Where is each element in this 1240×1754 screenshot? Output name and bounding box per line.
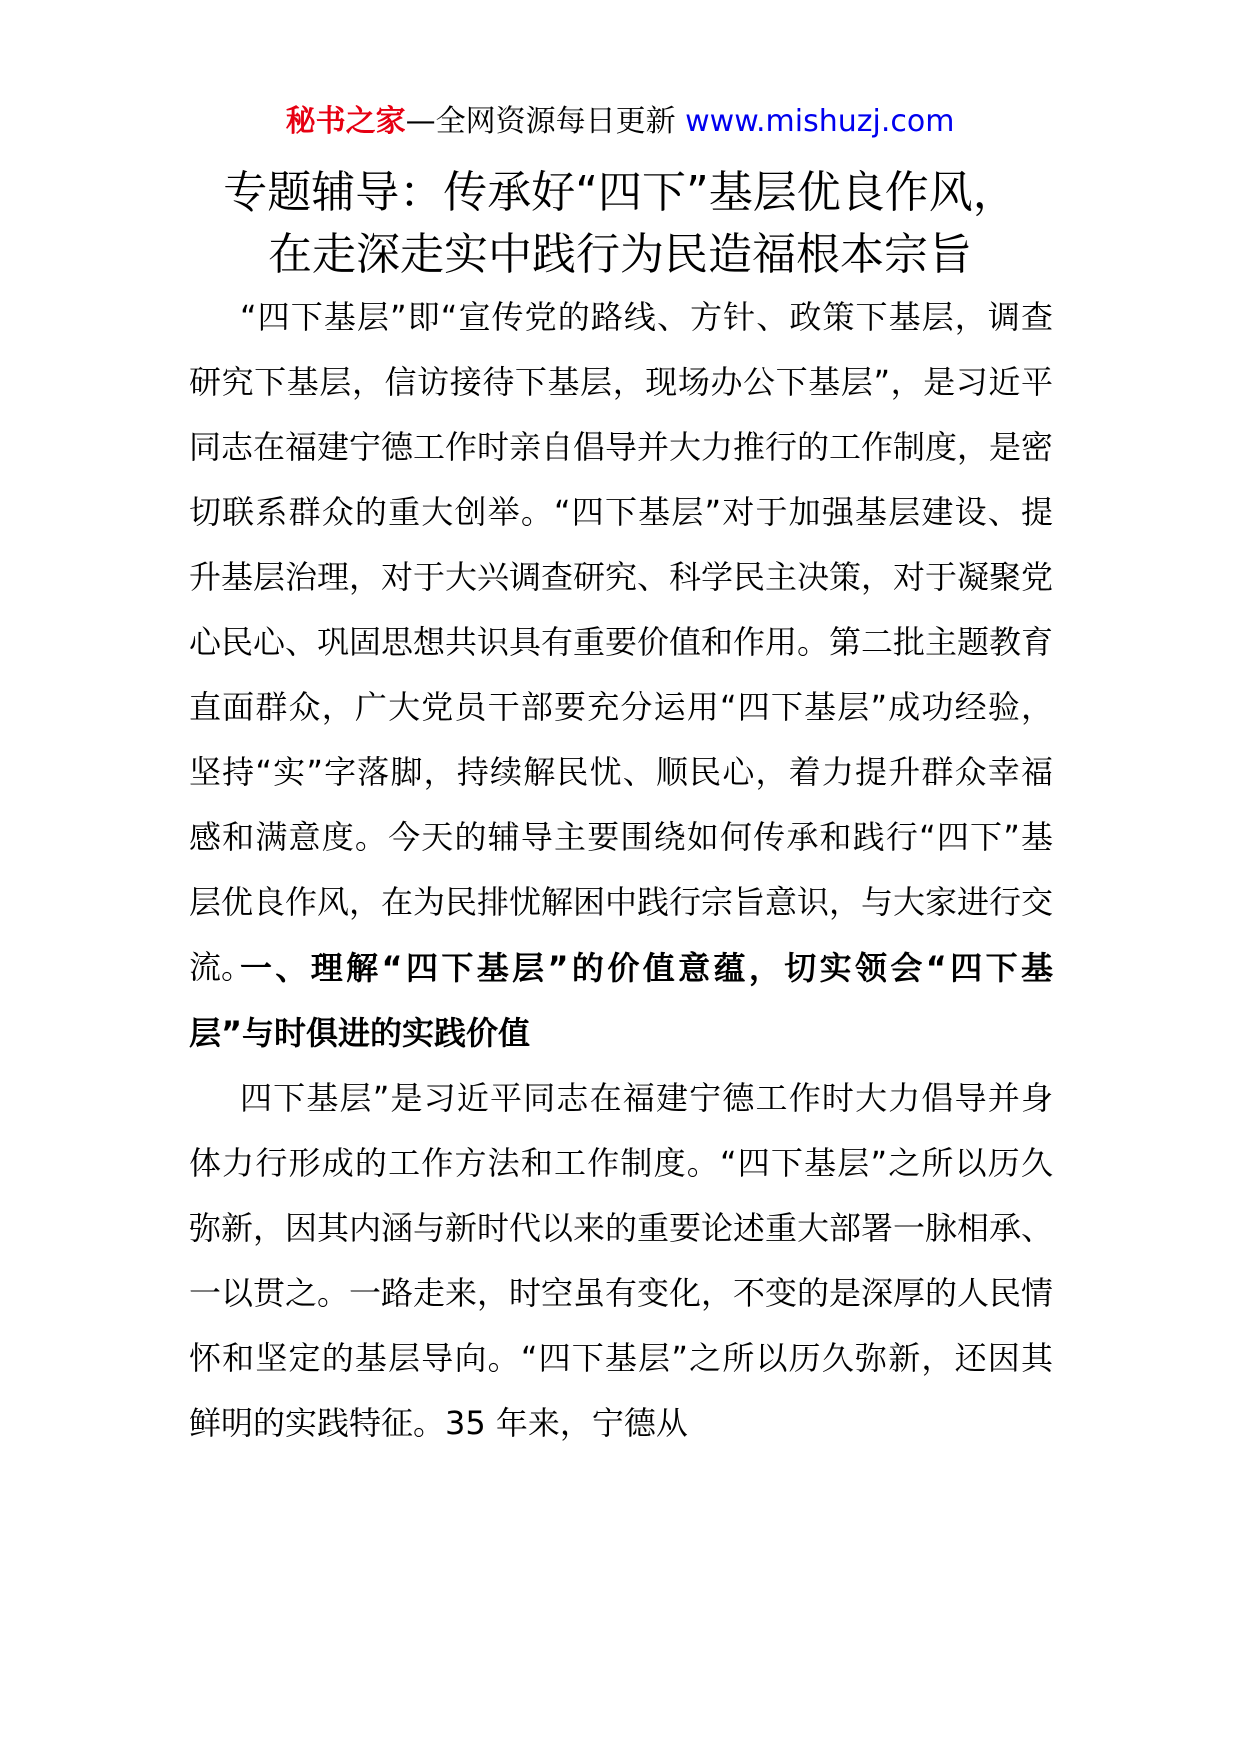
title-line-1: 专题辅导：传承好“四下”基层优良作风， xyxy=(223,167,1017,218)
site-header xyxy=(0,102,1240,142)
section-1-block xyxy=(189,936,1053,1066)
site-brand: 秘书之家 xyxy=(285,104,406,139)
section-1-heading: 一、理解“四下基层”的价值意蕴，切实领会“四下基层”与时俱进的实践价值 xyxy=(189,949,1053,1052)
intro-block xyxy=(189,285,1053,1000)
site-url-link[interactable]: www.mishuzj.com xyxy=(685,104,955,139)
document-title xyxy=(100,162,1140,286)
intro-paragraph: “四下基层”即“宣传党的路线、方针、政策下基层，调查研究下基层，信访接待下基层，现场办公下基层”，是习近平同志在福建宁德工作时亲自倡导并大力推行的工作制度，是密切联系群众的重大创举。“四下基层”对于加强基层建设、提升基层治理，对于大兴调查研究、科学民主决策，对于凝聚党心民心、巩固思想共识具有重要价值和作用。第二批主题教育直面群众，广大党员干部要充分运用“四下基层”成功经验，坚持“实”字落脚，持续解民忧、顺民心，着力提升群众幸福感和满意度。今天的辅导主要围绕如何传承和践行“四下”基层优良作风，在为民排忧解困中践行宗旨意识，与大家进行交流。 xyxy=(189,298,1054,986)
section-1-paragraph: 四下基层”是习近平同志在福建宁德工作时大力倡导并身体力行形成的工作方法和工作制度。“四下基层”之所以历久弥新，因其内涵与新时代以来的重要论述重大部署一脉相承、一以贯之。一路走来，时空虽有变化，不变的是深厚的人民情怀和坚定的基层导向。“四下基层”之所以历久弥新，还因其鲜明的实践特征。35 年来，宁德从 xyxy=(189,1079,1054,1442)
site-tagline: —全网资源每日更新 xyxy=(405,104,676,139)
section-1-body-block xyxy=(189,1066,1053,1456)
title-line-2: 在走深走实中践行为民造福根本宗旨 xyxy=(268,229,972,280)
